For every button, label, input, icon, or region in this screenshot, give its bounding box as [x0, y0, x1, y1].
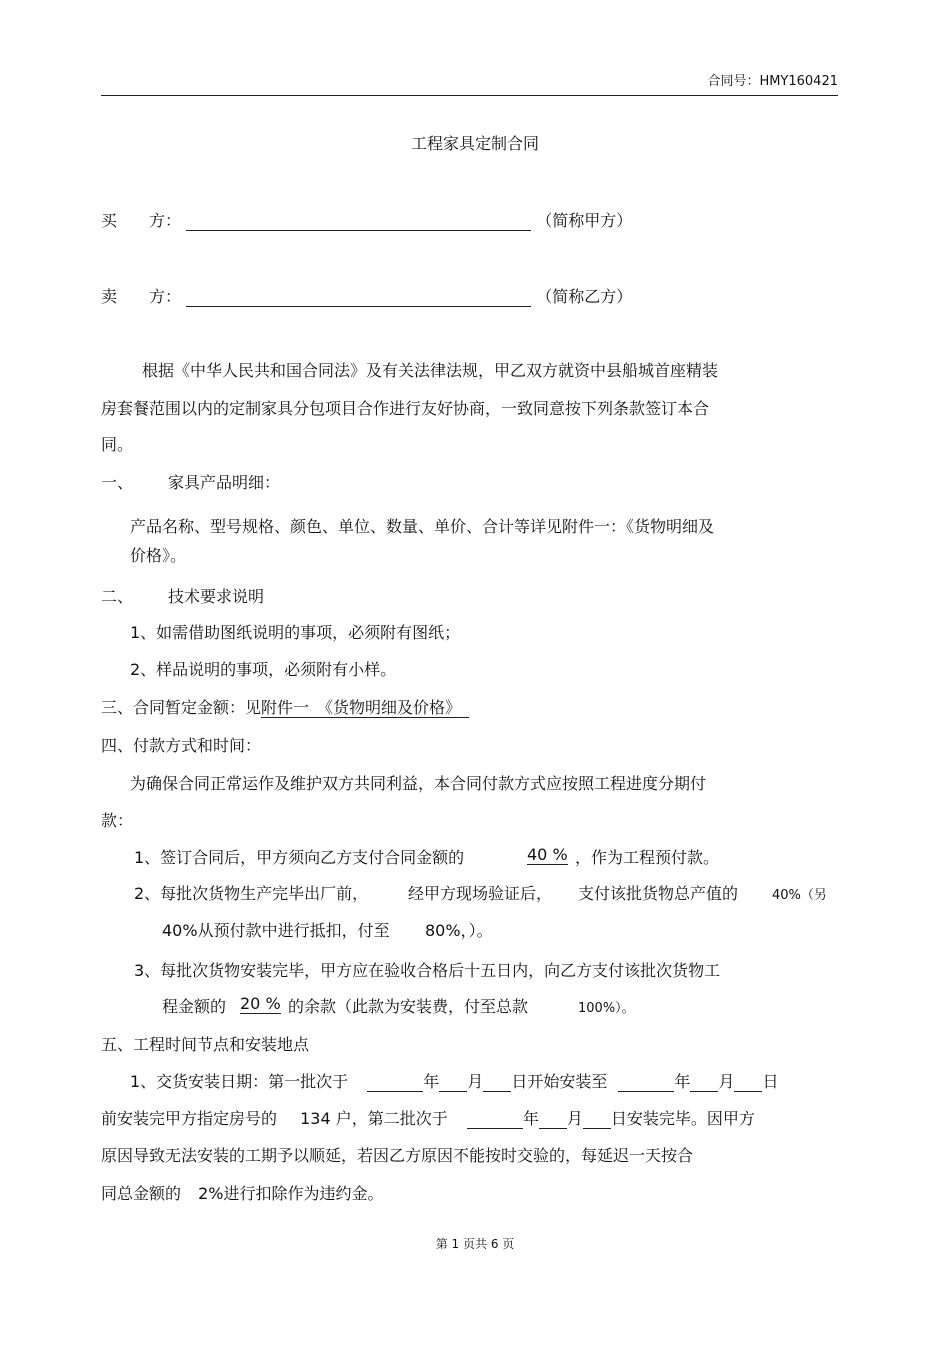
section-4-intro-2: 款：: [101, 811, 134, 830]
delivery-line-1: [130, 1069, 778, 1092]
second-batch-day-blank[interactable]: [583, 1110, 611, 1129]
section-1-body-1: 产品名称、型号规格、颜色、单位、数量、单价、合计等详见附件一：《货物明细及: [130, 517, 715, 536]
payment-item-3-middle: 的余款（此款为安装费，付至总款: [288, 997, 529, 1016]
delivery-line-4: [101, 1181, 384, 1204]
section-2-item-2: 2、样品说明的事项，必须附有小样。: [130, 660, 397, 679]
delivery-units-prefix: 前安装完甲方指定房号的: [101, 1109, 278, 1128]
day-label: 日: [762, 1072, 779, 1091]
seller-suffix: （简称乙方）: [536, 287, 633, 306]
start-install-label: 日开始安装至: [511, 1072, 608, 1091]
preamble-line-3: 同。: [101, 435, 134, 454]
payment-item-2-part-b: 经甲方现场验证后，: [408, 884, 553, 903]
buyer-label: 买 方：: [101, 211, 182, 230]
section-2-number: 二、: [101, 587, 134, 606]
section-3-reference: 附件一 《货物明细及价格》: [261, 698, 470, 717]
payment-item-2-percent: 40%（另: [772, 888, 827, 903]
month-label: 月: [718, 1072, 735, 1091]
contract-number: 合同号：HMY160421: [707, 74, 838, 89]
first-batch-end-day-blank[interactable]: [734, 1073, 762, 1092]
payment-item-1-percent: 40 %: [527, 845, 568, 864]
first-batch-end-year-blank[interactable]: [618, 1073, 674, 1092]
section-4-heading: 四、付款方式和时间：: [101, 736, 262, 755]
year-label: 年: [674, 1072, 691, 1091]
section-1-number: 一、: [101, 473, 134, 492]
header-divider: [101, 95, 838, 96]
delivery-first-batch-label: 1、交货安装日期：第一批次于: [130, 1072, 349, 1091]
month-label: 月: [467, 1072, 484, 1091]
payment-item-3-line-1: 3、每批次货物安装完毕，甲方应在验收合格后十五日内，向乙方支付该批次货物工: [134, 961, 721, 980]
buyer-row: [101, 208, 632, 231]
penalty-prefix: 同总金额的: [101, 1184, 182, 1203]
section-1-heading: 家具产品明细：: [168, 473, 281, 492]
year-label: 年: [423, 1072, 440, 1091]
page-number: 第 1 页共 6 页: [435, 1237, 515, 1251]
section-5-heading: 五、工程时间节点和安装地点: [101, 1035, 310, 1054]
document-title: 工程家具定制合同: [410, 134, 539, 153]
seller-label: 卖 方：: [101, 287, 182, 306]
buyer-suffix: （简称甲方）: [536, 211, 633, 230]
payment-item-3-percent: 20 %: [240, 994, 281, 1013]
payment-item-2-part-c: 支付该批货物总产值的: [578, 884, 739, 903]
section-2-heading: 技术要求说明: [168, 587, 265, 606]
delivery-line-3: 原因导致无法安装的工期予以顺延，若因乙方原因不能按时交验的，每延迟一天按合: [101, 1146, 694, 1165]
second-batch-complete-label: 日安装完毕。因甲方: [610, 1109, 755, 1128]
payment-item-1-suffix: ，作为工程预付款。: [575, 848, 720, 867]
delivery-units-count: 134 户，第二批次于: [300, 1109, 448, 1128]
payment-item-3-total: 100%）。: [578, 1001, 635, 1016]
first-batch-end-month-blank[interactable]: [690, 1073, 718, 1092]
section-4-intro-1: 为确保合同正常运作及维护双方共同利益，本合同付款方式应按照工程进度分期付: [130, 774, 707, 793]
payment-item-1-text: 1、签订合同后，甲方须向乙方支付合同金额的: [134, 848, 465, 867]
section-3-prefix: 三、合同暂定金额：见: [101, 698, 262, 717]
first-batch-start-month-blank[interactable]: [439, 1073, 467, 1092]
second-batch-month-blank[interactable]: [539, 1110, 567, 1129]
year-label: 年: [522, 1109, 539, 1128]
section-3-row: [101, 695, 469, 718]
seller-blank[interactable]: [186, 288, 531, 307]
delivery-line-2: [101, 1106, 755, 1129]
payment-item-3-prefix: 程金额的: [162, 997, 227, 1016]
penalty-rate: 2%进行扣除作为违约金。: [198, 1184, 384, 1203]
payment-item-2-line-2a: 40%从预付款中进行抵扣，付至: [162, 921, 390, 940]
seller-row: [101, 284, 632, 307]
section-2-item-1: 1、如需借助图纸说明的事项，必须附有图纸；: [130, 623, 461, 642]
preamble-line-2: 房套餐范围以内的定制家具分包项目合作进行友好协商，一致同意按下列条款签订本合: [101, 399, 710, 418]
second-batch-year-blank[interactable]: [467, 1110, 523, 1129]
payment-item-2-part-a: 2、每批次货物生产完毕出厂前，: [134, 884, 369, 903]
payment-item-2-line-2b: 80%，）。: [425, 921, 493, 940]
first-batch-start-day-blank[interactable]: [483, 1073, 511, 1092]
buyer-blank[interactable]: [186, 212, 531, 231]
month-label: 月: [566, 1109, 583, 1128]
preamble-line-1: 根据《中华人民共和国合同法》及有关法律法规，甲乙双方就资中县船城首座精装: [142, 361, 719, 380]
section-1-body-2: 价格》。: [130, 546, 187, 565]
first-batch-start-year-blank[interactable]: [367, 1073, 423, 1092]
